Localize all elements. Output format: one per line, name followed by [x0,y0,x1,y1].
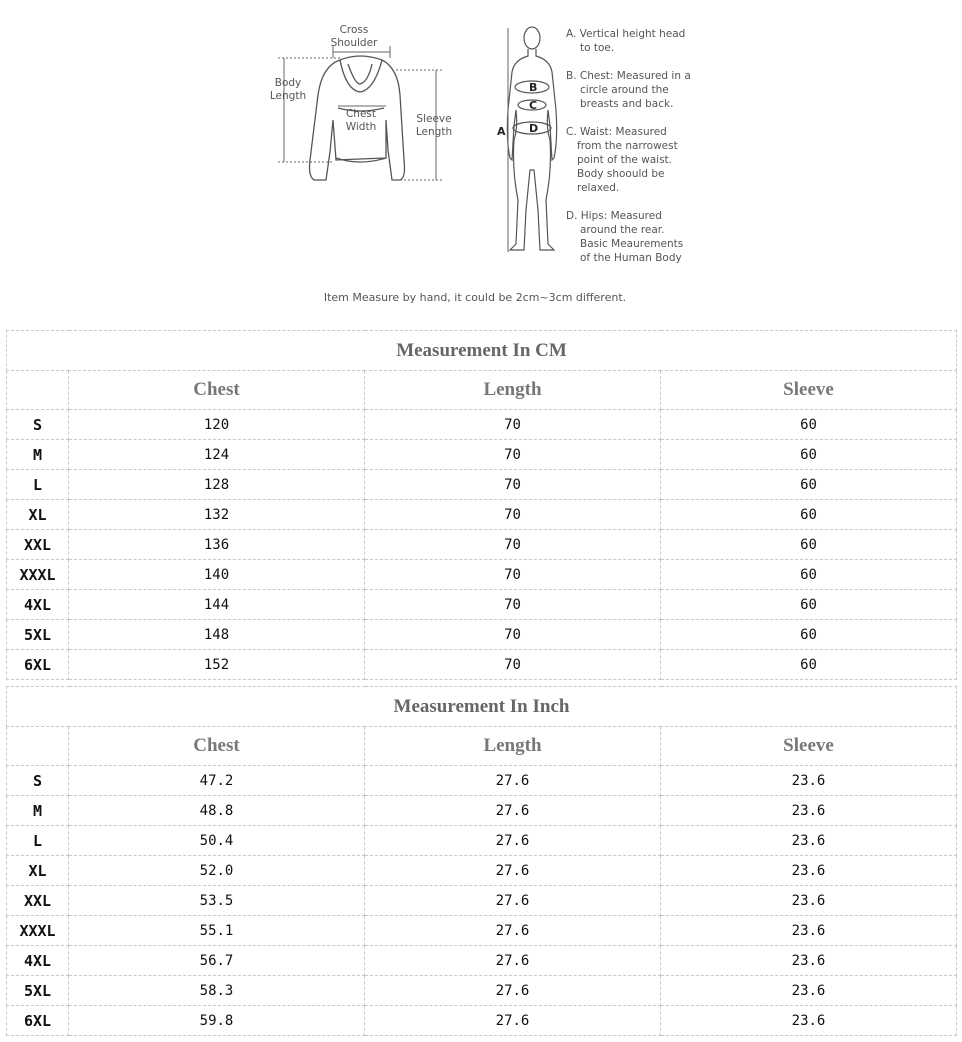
size-column-header [7,371,69,410]
size-cell: XXL [7,886,69,916]
figure-letter-a: A [497,125,506,138]
measurement-diagram [0,0,962,320]
length-cell: 70 [365,530,661,560]
note-d-line4: of the Human Body [580,252,682,264]
cross-shoulder-label-line1: Cross [339,24,369,36]
chest-cell: 124 [69,440,365,470]
length-cell: 70 [365,500,661,530]
column-header-length: Length [365,727,661,766]
table-row [7,590,957,620]
table-row [7,946,957,976]
chest-cell: 144 [69,590,365,620]
sleeve-cell: 60 [661,470,957,500]
table-row [7,796,957,826]
chest-width-label [340,108,382,134]
chest-width-label-line2: Width [345,121,377,133]
length-cell: 70 [365,440,661,470]
chest-cell: 50.4 [69,826,365,856]
size-cell: S [7,410,69,440]
length-cell: 27.6 [365,886,661,916]
sleeve-cell: 60 [661,500,957,530]
chest-cell: 148 [69,620,365,650]
chest-cell: 132 [69,500,365,530]
sleeve-cell: 23.6 [661,916,957,946]
sleeve-cell: 23.6 [661,826,957,856]
table-row [7,856,957,886]
size-cell: 5XL [7,976,69,1006]
length-cell: 27.6 [365,1006,661,1036]
chest-cell: 53.5 [69,886,365,916]
sleeve-length-label [412,113,456,139]
chest-cell: 47.2 [69,766,365,796]
size-cell: XXL [7,530,69,560]
cross-shoulder-label-line2: Shoulder [330,37,378,49]
chest-cell: 136 [69,530,365,560]
length-cell: 27.6 [365,826,661,856]
sleeve-cell: 60 [661,650,957,680]
sleeve-cell: 60 [661,440,957,470]
chest-width-label-line1: Chest [345,108,377,120]
table-row [7,500,957,530]
sleeve-cell: 23.6 [661,886,957,916]
note-a-line2: to toe. [580,42,615,54]
chest-cell: 48.8 [69,796,365,826]
size-table-cm [6,330,957,680]
figure-letter-d: D [529,122,539,135]
table-row [7,916,957,946]
length-cell: 27.6 [365,946,661,976]
body-illustration [507,27,556,250]
length-cell: 70 [365,560,661,590]
sleeve-cell: 60 [661,560,957,590]
size-cell: 5XL [7,620,69,650]
size-cell: 6XL [7,1006,69,1036]
note-a [566,27,685,55]
column-header-sleeve: Sleeve [661,727,957,766]
table-row [7,410,957,440]
size-cell: S [7,766,69,796]
sleeve-cell: 60 [661,410,957,440]
size-cell: L [7,470,69,500]
note-b-line1: B. Chest: Measured in a [566,70,691,82]
sleeve-cell: 60 [661,590,957,620]
length-cell: 27.6 [365,916,661,946]
length-cell: 27.6 [365,766,661,796]
note-d-line1: D. Hips: Measured [566,210,662,222]
note-c-line1: C. Waist: Measured [566,126,667,138]
length-cell: 70 [365,410,661,440]
chest-cell: 58.3 [69,976,365,1006]
chest-cell: 140 [69,560,365,590]
note-c [566,125,678,195]
sleeve-length-label-line2: Length [415,126,453,138]
size-cell: 6XL [7,650,69,680]
figure-letter-c: C [529,99,538,112]
table-row [7,560,957,590]
note-c-line3: point of the waist. [577,154,673,166]
table-row [7,440,957,470]
table-row [7,650,957,680]
table-row [7,976,957,1006]
chest-cell: 56.7 [69,946,365,976]
table-row [7,620,957,650]
size-cell: L [7,826,69,856]
table-row [7,886,957,916]
note-c-line4: Body shoould be [577,168,665,180]
size-cell: XXXL [7,560,69,590]
note-c-line5: relaxed. [577,182,620,194]
note-d-line3: Basic Meaurements [580,238,684,250]
length-cell: 70 [365,650,661,680]
table-title: Measurement In Inch [7,687,957,727]
table-title: Measurement In CM [7,331,957,371]
note-b-line2: circle around the [580,84,669,96]
note-b-line3: breasts and back. [580,98,674,110]
chest-cell: 128 [69,470,365,500]
size-cell: XXXL [7,916,69,946]
body-length-label-line2: Length [269,90,307,102]
length-cell: 70 [365,590,661,620]
sleeve-cell: 23.6 [661,766,957,796]
column-header-chest: Chest [69,727,365,766]
size-cell: 4XL [7,946,69,976]
chest-cell: 120 [69,410,365,440]
sleeve-cell: 23.6 [661,856,957,886]
sleeve-cell: 23.6 [661,976,957,1006]
size-table-inch [6,686,957,1036]
body-length-label [266,77,310,103]
length-cell: 27.6 [365,856,661,886]
size-cell: 4XL [7,590,69,620]
sleeve-cell: 23.6 [661,796,957,826]
note-a-line1: A. Vertical height head [566,28,686,40]
table-row [7,530,957,560]
sleeve-cell: 60 [661,530,957,560]
body-length-label-line1: Body [274,77,302,89]
garment-and-body-illustration [0,0,962,320]
length-cell: 70 [365,470,661,500]
table-row [7,470,957,500]
chest-cell: 55.1 [69,916,365,946]
sleeve-length-label-line1: Sleeve [416,113,452,125]
sleeve-cell: 23.6 [661,946,957,976]
table-row [7,826,957,856]
size-cell: M [7,796,69,826]
note-d-line2: around the rear. [580,224,665,236]
size-cell: XL [7,856,69,886]
chest-cell: 52.0 [69,856,365,886]
size-column-header [7,727,69,766]
figure-letter-b: B [529,81,538,94]
sleeve-cell: 23.6 [661,1006,957,1036]
column-header-chest: Chest [69,371,365,410]
chest-cell: 59.8 [69,1006,365,1036]
sleeve-cell: 60 [661,620,957,650]
length-cell: 27.6 [365,976,661,1006]
note-d [566,209,683,265]
cross-shoulder-label [330,24,378,50]
measure-caption: Item Measure by hand, it could be 2cm~3cm different. [323,291,627,304]
note-b [566,69,691,111]
size-cell: M [7,440,69,470]
chest-cell: 152 [69,650,365,680]
note-c-line2: from the narrowest [577,140,678,152]
table-row [7,766,957,796]
length-cell: 70 [365,620,661,650]
column-header-sleeve: Sleeve [661,371,957,410]
column-header-length: Length [365,371,661,410]
table-row [7,1006,957,1036]
size-cell: XL [7,500,69,530]
length-cell: 27.6 [365,796,661,826]
